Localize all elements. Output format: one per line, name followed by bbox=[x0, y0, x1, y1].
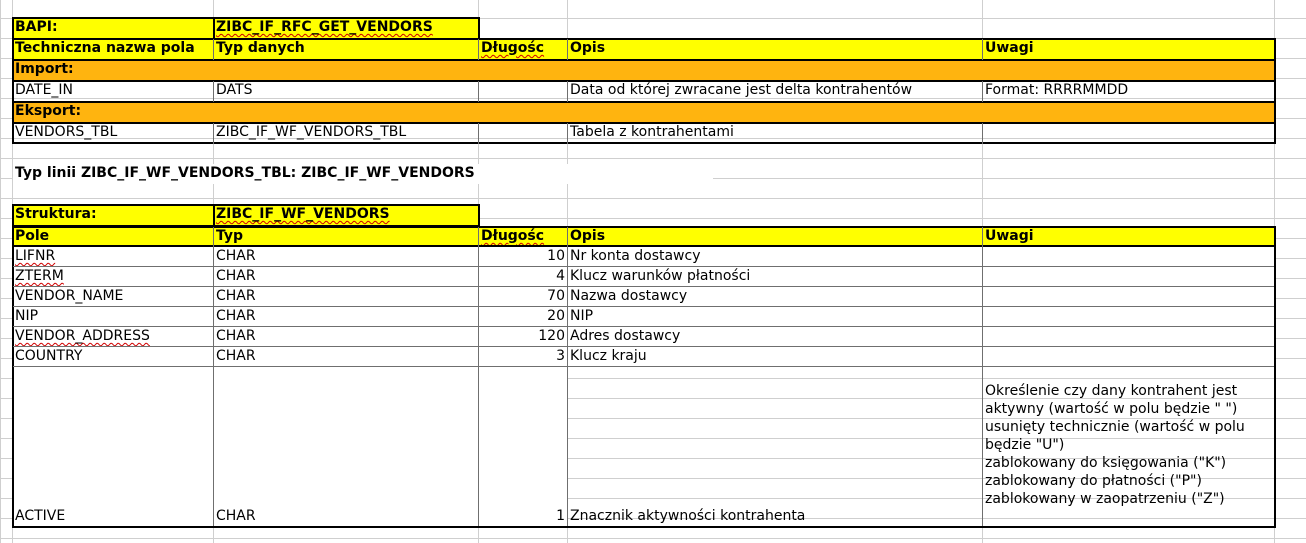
row-desc[interactable]: Klucz kraju bbox=[568, 347, 982, 367]
export-type[interactable]: ZIBC_IF_WF_VENDORS_TBL bbox=[216, 124, 407, 140]
t1-header-field[interactable]: Techniczna nazwa pola bbox=[13, 39, 213, 59]
t1-header-length-text: Długośc bbox=[481, 40, 545, 56]
import-field[interactable]: DATE_IN bbox=[15, 82, 74, 98]
export-length[interactable] bbox=[479, 123, 567, 143]
t1-header-notes[interactable]: Uwagi bbox=[983, 39, 1274, 59]
import-notes[interactable]: Format: RRRRMMDD bbox=[985, 82, 1129, 98]
row-field[interactable] bbox=[13, 247, 213, 267]
t2-header-length-text: Długośc bbox=[481, 228, 545, 244]
line-type-text[interactable]: Typ linii ZIBC_IF_WF_VENDORS_TBL: ZIBC_IF_WF_VENDORS bbox=[13, 164, 713, 184]
t1-header-desc[interactable]: Opis bbox=[568, 39, 982, 59]
row-field[interactable]: COUNTRY bbox=[13, 347, 213, 367]
row-notes[interactable]: Określenie czy dany kontrahent jest aktywny (wartość w polu będzie " ") usunięty technicznie (wartość w polu będzie "U") zablokowany do księgowania ("K") zablokowany do płatności ("P") zablokowany w zaopatrzeniu ("Z") bbox=[985, 383, 1245, 507]
row-desc[interactable]: NIP bbox=[568, 307, 982, 327]
row-notes[interactable] bbox=[983, 307, 1274, 327]
row-type[interactable] bbox=[214, 367, 478, 526]
row-length[interactable]: 4 bbox=[479, 267, 567, 287]
export-field[interactable]: VENDORS_TBL bbox=[15, 124, 118, 140]
structure-name[interactable] bbox=[214, 205, 478, 225]
import-type[interactable]: DATS bbox=[216, 82, 253, 98]
row-length[interactable]: 120 bbox=[479, 327, 567, 347]
import-length[interactable] bbox=[479, 81, 567, 101]
t2-header-type[interactable]: Typ bbox=[214, 227, 478, 246]
row-desc[interactable]: Adres dostawcy bbox=[568, 327, 982, 347]
row-type[interactable]: CHAR bbox=[214, 287, 478, 307]
row-desc[interactable]: Nazwa dostawcy bbox=[568, 287, 982, 307]
import-desc[interactable]: Data od której zwracane jest delta kontrahentów bbox=[570, 82, 913, 98]
row-type-text: CHAR bbox=[216, 508, 256, 524]
row-field[interactable] bbox=[13, 367, 213, 526]
row-notes[interactable] bbox=[983, 247, 1274, 267]
row-type[interactable]: CHAR bbox=[214, 307, 478, 327]
row-desc[interactable]: Nr konta dostawcy bbox=[568, 247, 982, 267]
t2-header-length[interactable] bbox=[479, 227, 567, 246]
row-field[interactable]: NIP bbox=[13, 307, 213, 327]
row-field[interactable] bbox=[13, 327, 213, 347]
row-field[interactable]: VENDOR_NAME bbox=[13, 287, 213, 307]
row-type[interactable]: CHAR bbox=[214, 267, 478, 287]
bapi-label[interactable]: BAPI: bbox=[13, 18, 213, 38]
row-type[interactable]: CHAR bbox=[214, 327, 478, 347]
row-notes[interactable] bbox=[983, 267, 1274, 287]
row-field-text: VENDOR_ADDRESS bbox=[15, 328, 150, 344]
t1-header-length[interactable] bbox=[479, 39, 567, 59]
export-desc[interactable]: Tabela z kontrahentami bbox=[570, 124, 734, 140]
structure-label[interactable]: Struktura: bbox=[13, 205, 213, 225]
row-field-text: LIFNR bbox=[15, 248, 56, 264]
row-type[interactable]: CHAR bbox=[214, 247, 478, 267]
row-field-text: ZTERM bbox=[15, 268, 64, 284]
bapi-name[interactable] bbox=[214, 18, 478, 38]
row-type[interactable]: CHAR bbox=[214, 347, 478, 367]
row-notes[interactable] bbox=[983, 347, 1274, 367]
row-length[interactable]: 70 bbox=[479, 287, 567, 307]
t1-header-type[interactable]: Typ danych bbox=[214, 39, 478, 59]
row-field[interactable] bbox=[13, 267, 213, 287]
row-notes[interactable] bbox=[983, 327, 1274, 347]
row-notes[interactable] bbox=[983, 287, 1274, 307]
row-length[interactable] bbox=[479, 367, 567, 526]
t2-header-field[interactable]: Pole bbox=[13, 227, 213, 246]
structure-name-text: ZIBC_IF_WF_VENDORS bbox=[216, 206, 390, 222]
bapi-name-text: ZIBC_IF_RFC_GET_VENDORS bbox=[216, 19, 433, 35]
row-length[interactable]: 10 bbox=[479, 247, 567, 267]
row-desc-text: Znacznik aktywności kontrahenta bbox=[570, 508, 806, 524]
import-section-label[interactable]: Import: bbox=[13, 60, 1274, 80]
row-desc[interactable] bbox=[568, 367, 982, 526]
row-desc[interactable]: Klucz warunków płatności bbox=[568, 267, 982, 287]
row-length-text: 1 bbox=[556, 508, 565, 524]
t2-header-notes[interactable]: Uwagi bbox=[983, 227, 1274, 246]
export-notes[interactable] bbox=[983, 123, 1274, 143]
row-length[interactable]: 20 bbox=[479, 307, 567, 327]
export-section-label[interactable]: Eksport: bbox=[13, 102, 1274, 122]
row-length[interactable]: 3 bbox=[479, 347, 567, 367]
row-field-text: ACTIVE bbox=[15, 508, 66, 524]
t2-header-desc[interactable]: Opis bbox=[568, 227, 982, 246]
